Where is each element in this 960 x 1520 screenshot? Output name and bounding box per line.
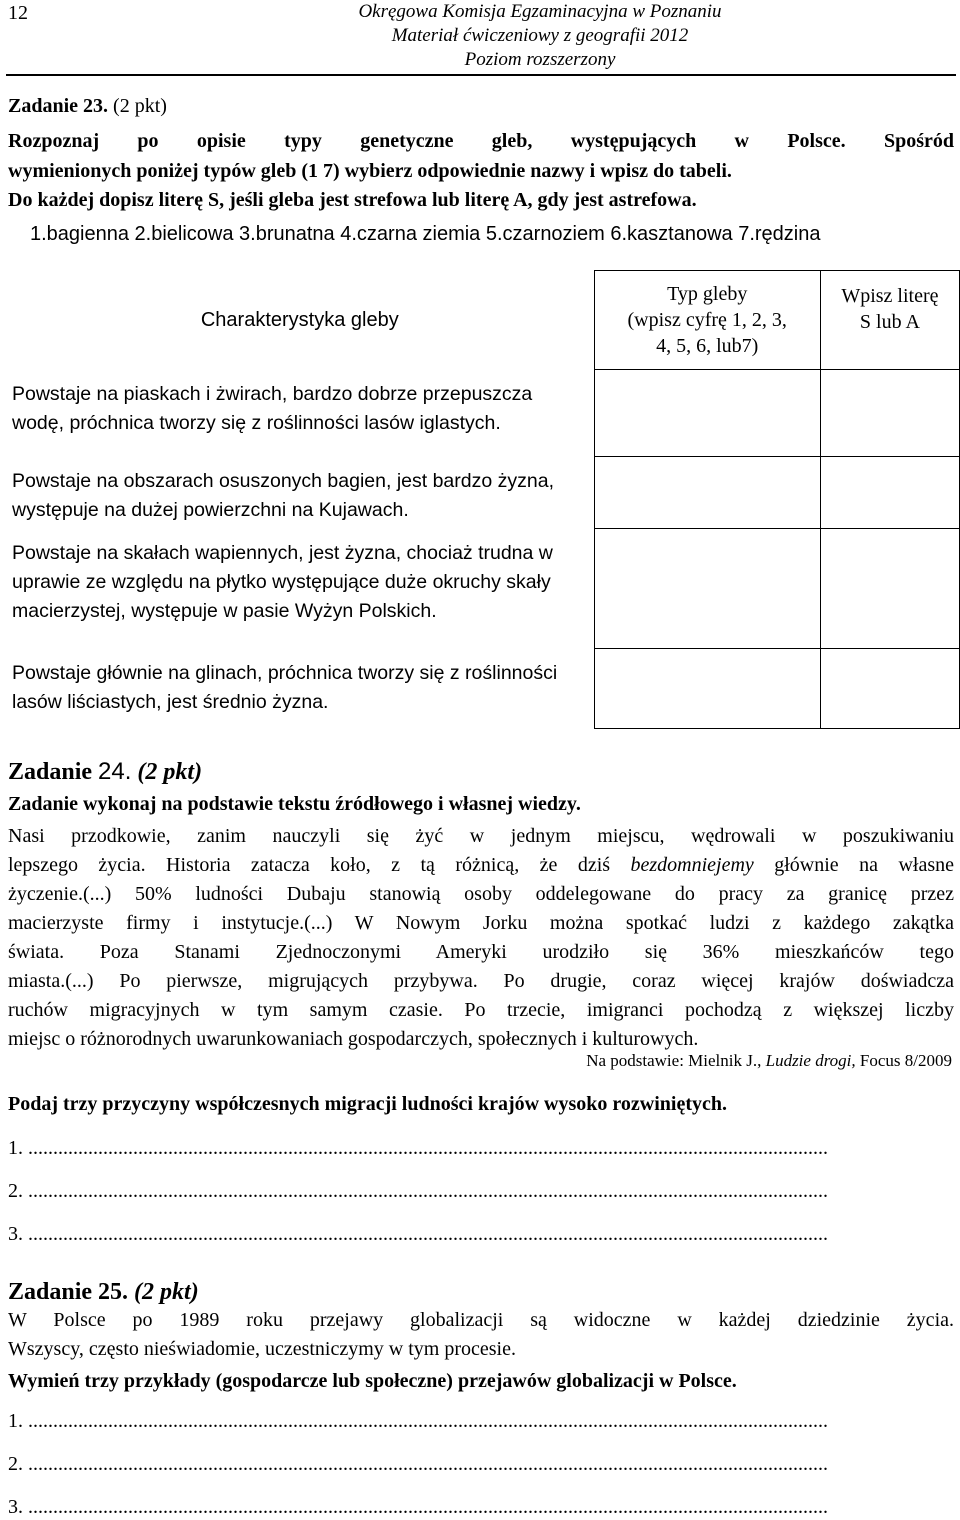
answer-line-2[interactable] (8, 1178, 952, 1204)
letter-answer-cell[interactable] (820, 370, 959, 457)
citation-title: Ludzie drogi, (765, 1051, 856, 1070)
task-25-text (8, 1306, 954, 1364)
task-23-title (8, 92, 954, 121)
task-24-title (8, 757, 954, 787)
answer-number: 3. (8, 1223, 28, 1245)
task-24-label: Zadanie (8, 759, 93, 785)
header-line: (wpisz cyfrę 1, 2, 3, (627, 309, 787, 331)
source-text-line: ruchów migracyjnych w tym samym czasie. Po trzecie, imigranci pochodzą z większej liczby (8, 999, 954, 1021)
soil-table (6, 270, 960, 729)
task-25-text-line: Wszyscy, często nieświadomie, uczestniczymy w tym procesie. (8, 1338, 516, 1360)
column-header-soil-type (594, 271, 820, 370)
source-text-line: świata. Poza Stanami Zjednoczonymi Ameryki urodziło się 36% mieszkańców tego (8, 941, 954, 963)
task-25-points: (2 pkt) (134, 1279, 199, 1305)
header-line: 4, 5, 6, lub7) (656, 335, 759, 357)
task-23-instruction-line: wymienionych poniżej typów gleb (1 7) wybierz odpowiednie nazwy i wpisz do tabeli. (8, 159, 732, 182)
answer-line-3[interactable] (8, 1494, 952, 1520)
task-24-number: 24. (98, 758, 132, 785)
task-24-instruction: Zadanie wykonaj na podstawie tekstu źródłowego i własnej wiedzy. (8, 793, 581, 815)
soil-type-answer-cell[interactable] (594, 529, 820, 649)
soil-type-answer-cell[interactable] (594, 457, 820, 529)
answer-number: 2. (8, 1453, 28, 1475)
column-header-letter (820, 271, 959, 370)
answer-number: 1. (8, 1410, 28, 1432)
dotted-line: ................................................................................................................................................................ (28, 1410, 828, 1432)
table-row (6, 457, 960, 529)
soil-description: Powstaje na piaskach i żwirach, bardzo dobrze przepuszcza wodę, próchnica tworzy się z roślinności lasów iglastych. (12, 382, 533, 434)
answer-line-2[interactable] (8, 1451, 952, 1477)
source-text-line: życzenie.(...) 50% ludności Dubaju stanowią osoby oddelegowane do pracy za granicę przez (8, 883, 954, 905)
header-line-1: Okręgowa Komisja Egzaminacyjna w Poznaniu (358, 1, 722, 22)
table-row (6, 529, 960, 649)
task-23-instruction (8, 127, 954, 216)
header-line: S lub A (859, 311, 920, 333)
dotted-line: ................................................................................................................................................................ (28, 1180, 828, 1202)
soil-type-answer-cell[interactable] (594, 649, 820, 729)
soil-type-list: 1.bagienna 2.bielicowa 3.brunatna 4.czarna ziemia 5.czarnoziem 6.kasztanowa 7.rędzina (30, 223, 821, 245)
source-text (8, 822, 954, 1054)
task-23-label: Zadanie 23. (8, 95, 109, 117)
soil-type-answer-cell[interactable] (594, 370, 820, 457)
source-citation (586, 1051, 952, 1071)
soil-description: Powstaje na skałach wapiennych, jest żyzna, chociaż trudna w uprawie ze względu na płytko występujące duże okruchy skały macierzystej, występuje w pasie Wyżyn Polskich. (12, 541, 553, 622)
italic-word: bezdomniejemy (630, 854, 754, 876)
task-23-instruction-line: Rozpoznaj po opisie typy genetyczne gleb, występujących w Polsce. Spośród (8, 130, 954, 152)
dotted-line: ................................................................................................................................................................ (28, 1453, 828, 1475)
task-23-points: (2 pkt) (113, 95, 167, 117)
letter-answer-cell[interactable] (820, 649, 959, 729)
answer-number: 1. (8, 1137, 28, 1159)
task-24-question: Podaj trzy przyczyny współczesnych migracji ludności krajów wysoko rozwiniętych. (8, 1093, 728, 1115)
citation-suffix: Focus 8/2009 (855, 1051, 952, 1070)
source-text-line (8, 851, 954, 880)
task-24-points: (2 pkt) (137, 759, 203, 785)
task-25-title (8, 1278, 954, 1307)
header-line-3: Poziom rozszerzony (464, 49, 616, 70)
soil-description: Powstaje głównie na glinach, próchnica tworzy się z roślinności lasów liściastych, jest średnio żyzna. (12, 661, 558, 713)
letter-answer-cell[interactable] (820, 457, 959, 529)
source-text-span: głównie na własne (753, 854, 954, 876)
header-divider (6, 74, 956, 76)
answer-line-1[interactable] (8, 1135, 952, 1161)
soil-description: Powstaje na obszarach osuszonych bagien, jest bardzo żyzna, występuje na dużej powierzchni na Kujawach. (12, 469, 554, 521)
task-25-text-line: W Polsce po 1989 roku przejawy globalizacji są widoczne w każdej dziedzinie życia. (8, 1309, 954, 1331)
answer-number: 2. (8, 1180, 28, 1202)
header-line: Typ gleby (667, 283, 748, 305)
dotted-line: ................................................................................................................................................................ (28, 1137, 828, 1159)
answer-number: 3. (8, 1496, 28, 1518)
answer-line-1[interactable] (8, 1408, 952, 1434)
source-text-span: lepszego życia. Historia zatacza koło, z tą różnicą, że dziś (8, 854, 631, 876)
dotted-line: ................................................................................................................................................................ (28, 1496, 828, 1518)
table-row (6, 649, 960, 729)
source-text-line: miejsc o różnorodnych uwarunkowaniach gospodarczych, społecznych i kulturowych. (8, 1028, 699, 1050)
source-text-line: macierzyste firmy i instytucje.(...) W Nowym Jorku można spotkać ludzi z każdego zakątka (8, 912, 954, 934)
dotted-line: ................................................................................................................................................................ (28, 1223, 828, 1245)
source-text-line: miasta.(...) Po pierwsze, migrujących przybywa. Po drugie, coraz więcej krajów doświadcza (8, 970, 954, 992)
citation-prefix: Na podstawie: Mielnik J., (586, 1051, 766, 1070)
letter-answer-cell[interactable] (820, 529, 959, 649)
page-number: 12 (8, 2, 28, 24)
answer-line-3[interactable] (8, 1221, 952, 1247)
header-line: Wpisz literę (841, 285, 939, 307)
task-25-label: Zadanie 25. (8, 1279, 129, 1305)
source-text-line: Nasi przodkowie, zanim nauczyli się żyć w jednym miejscu, wędrowali w poszukiwaniu (8, 825, 954, 847)
header-line-2: Materiał ćwiczeniowy z geografii 2012 (391, 25, 689, 46)
task-25-question: Wymień trzy przykłady (gospodarcze lub społeczne) przejawów globalizacji w Polsce. (8, 1370, 737, 1392)
page-header (200, 0, 880, 72)
column-header-characteristics: Charakterystyka gleby (200, 308, 399, 331)
task-23-instruction-line: Do każdej dopisz literę S, jeśli gleba jest strefowa lub literę A, gdy jest astrefowa. (8, 189, 697, 211)
table-row (6, 370, 960, 457)
